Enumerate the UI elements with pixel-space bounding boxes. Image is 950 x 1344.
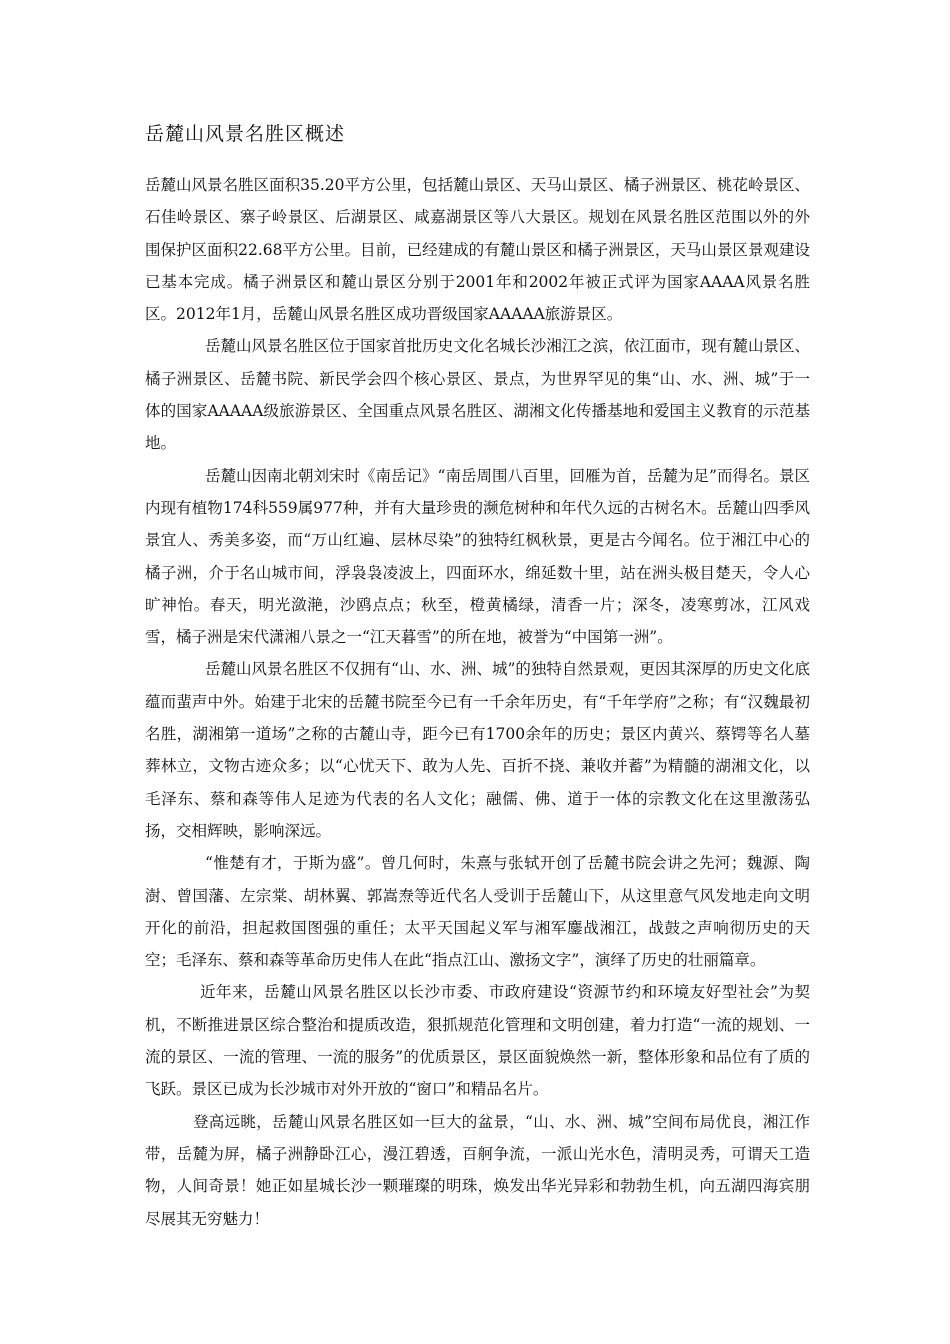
paragraph-name-origin: 岳麓山因南北朝刘宋时《南岳记》“南岳周围八百里，回雁为首，岳麓为足”而得名。景区内现有植物174科559属977种，并有大量珍贵的濒危树种和年代久远的古树名木。岳麓山四季风景宜人、秀美多姿，而“万山红遍、层林尽染”的独特红枫秋景，更是古今闻名。位于湘江中心的橘子洲，介于名山城市间，浮袅袅凌波上，四面环水，绵延数十里，站在洲头极目楚天，令人心旷神怡。春天，明光潋滟，沙鸥点点；秋至，橙黄橘绿，清香一片；深冬，凌寒剪冰，江风戏雪，橘子洲是宋代潇湘八景之一“江天暮雪”的所在地，被誉为“中国第一洲”。 <box>145 466 810 647</box>
paragraph-panorama: 登高远眺，岳麓山风景名胜区如一巨大的盆景，“山、水、洲、城”空间布局优良，湘江作带，岳麓为屏，橘子洲静卧江心，漫江碧透，百舸争流，一派山光水色，清明灵秀，可谓天工造物，人间奇景！她正如星城长沙一颗璀璨的明珠，焕发出华光异彩和勃勃生机，向五湖四海宾朋尽展其无穷魅力！ <box>145 1112 810 1228</box>
document-title: 岳麓山风景名胜区概述 <box>145 123 346 145</box>
document-body <box>145 169 810 1235</box>
paragraph-overview: 岳麓山风景名胜区面积35.20平方公里，包括麓山景区、天马山景区、橘子洲景区、桃花岭景区、石佳岭景区、寨子岭景区、后湖景区、咸嘉湖景区等八大景区。规划在风景名胜区范围以外的外围保护区面积22.68平方公里。目前，已经建成的有麓山景区和橘子洲景区，天马山景区景观建设已基本完成。橘子洲景区和麓山景区分别于2001年和2002年被正式评为国家AAAA风景名胜区。2012年1月，岳麓山风景名胜区成功晋级国家AAAAA旅游景区。 <box>145 176 810 324</box>
paragraph-history-culture: 岳麓山风景名胜区不仅拥有“山、水、洲、城”的独特自然景观，更因其深厚的历史文化底蕴而蜚声中外。始建于北宋的岳麓书院至今已有一千余年历史，有“千年学府”之称；有“汉魏最初名胜，湖湘第一道场”之称的古麓山寺，距今已有1700余年的历史；景区内黄兴、蔡锷等名人墓葬林立，文物古迹众多；以“心忧天下、敢为人先、百折不挠、兼收并蓄”为精髓的湖湘文化，以毛泽东、蔡和森等伟人足迹为代表的名人文化；融儒、佛、道于一体的宗教文化在这里激荡弘扬，交相辉映，影响深远。 <box>145 660 810 840</box>
paragraph-recent-years: 近年来，岳麓山风景名胜区以长沙市委、市政府建设“资源节约和环境友好型社会”为契机，不断推进景区综合整治和提质改造，狠抓规范化管理和文明创建，着力打造“一流的规划、一流的景区、一流的管理、一流的服务”的优质景区，景区面貌焕然一新，整体形象和品位有了质的飞跃。景区已成为长沙城市对外开放的“窗口”和精品名片。 <box>145 983 810 1099</box>
paragraph-location: 岳麓山风景名胜区位于国家首批历史文化名城长沙湘江之滨，依江面市，现有麓山景区、橘子洲景区、岳麓书院、新民学会四个核心景区、景点，为世界罕见的集“山、水、洲、城”于一体的国家AAAAA级旅游景区、全国重点风景名胜区、湖湘文化传播基地和爱国主义教育的示范基地。 <box>145 337 810 453</box>
paragraph-talents: “惟楚有才，于斯为盛”。曾几何时，朱熹与张轼开创了岳麓书院会讲之先河；魏源、陶澍、曾国藩、左宗棠、胡林翼、郭嵩焘等近代名人受训于岳麓山下，从这里意气风发地走向文明开化的前沿，担起救国图强的重任；太平天国起义军与湘军鏖战湘江，战鼓之声响彻历史的天空；毛泽东、蔡和森等革命历史伟人在此“指点江山、激扬文字”，演绎了历史的壮丽篇章。 <box>145 854 810 970</box>
